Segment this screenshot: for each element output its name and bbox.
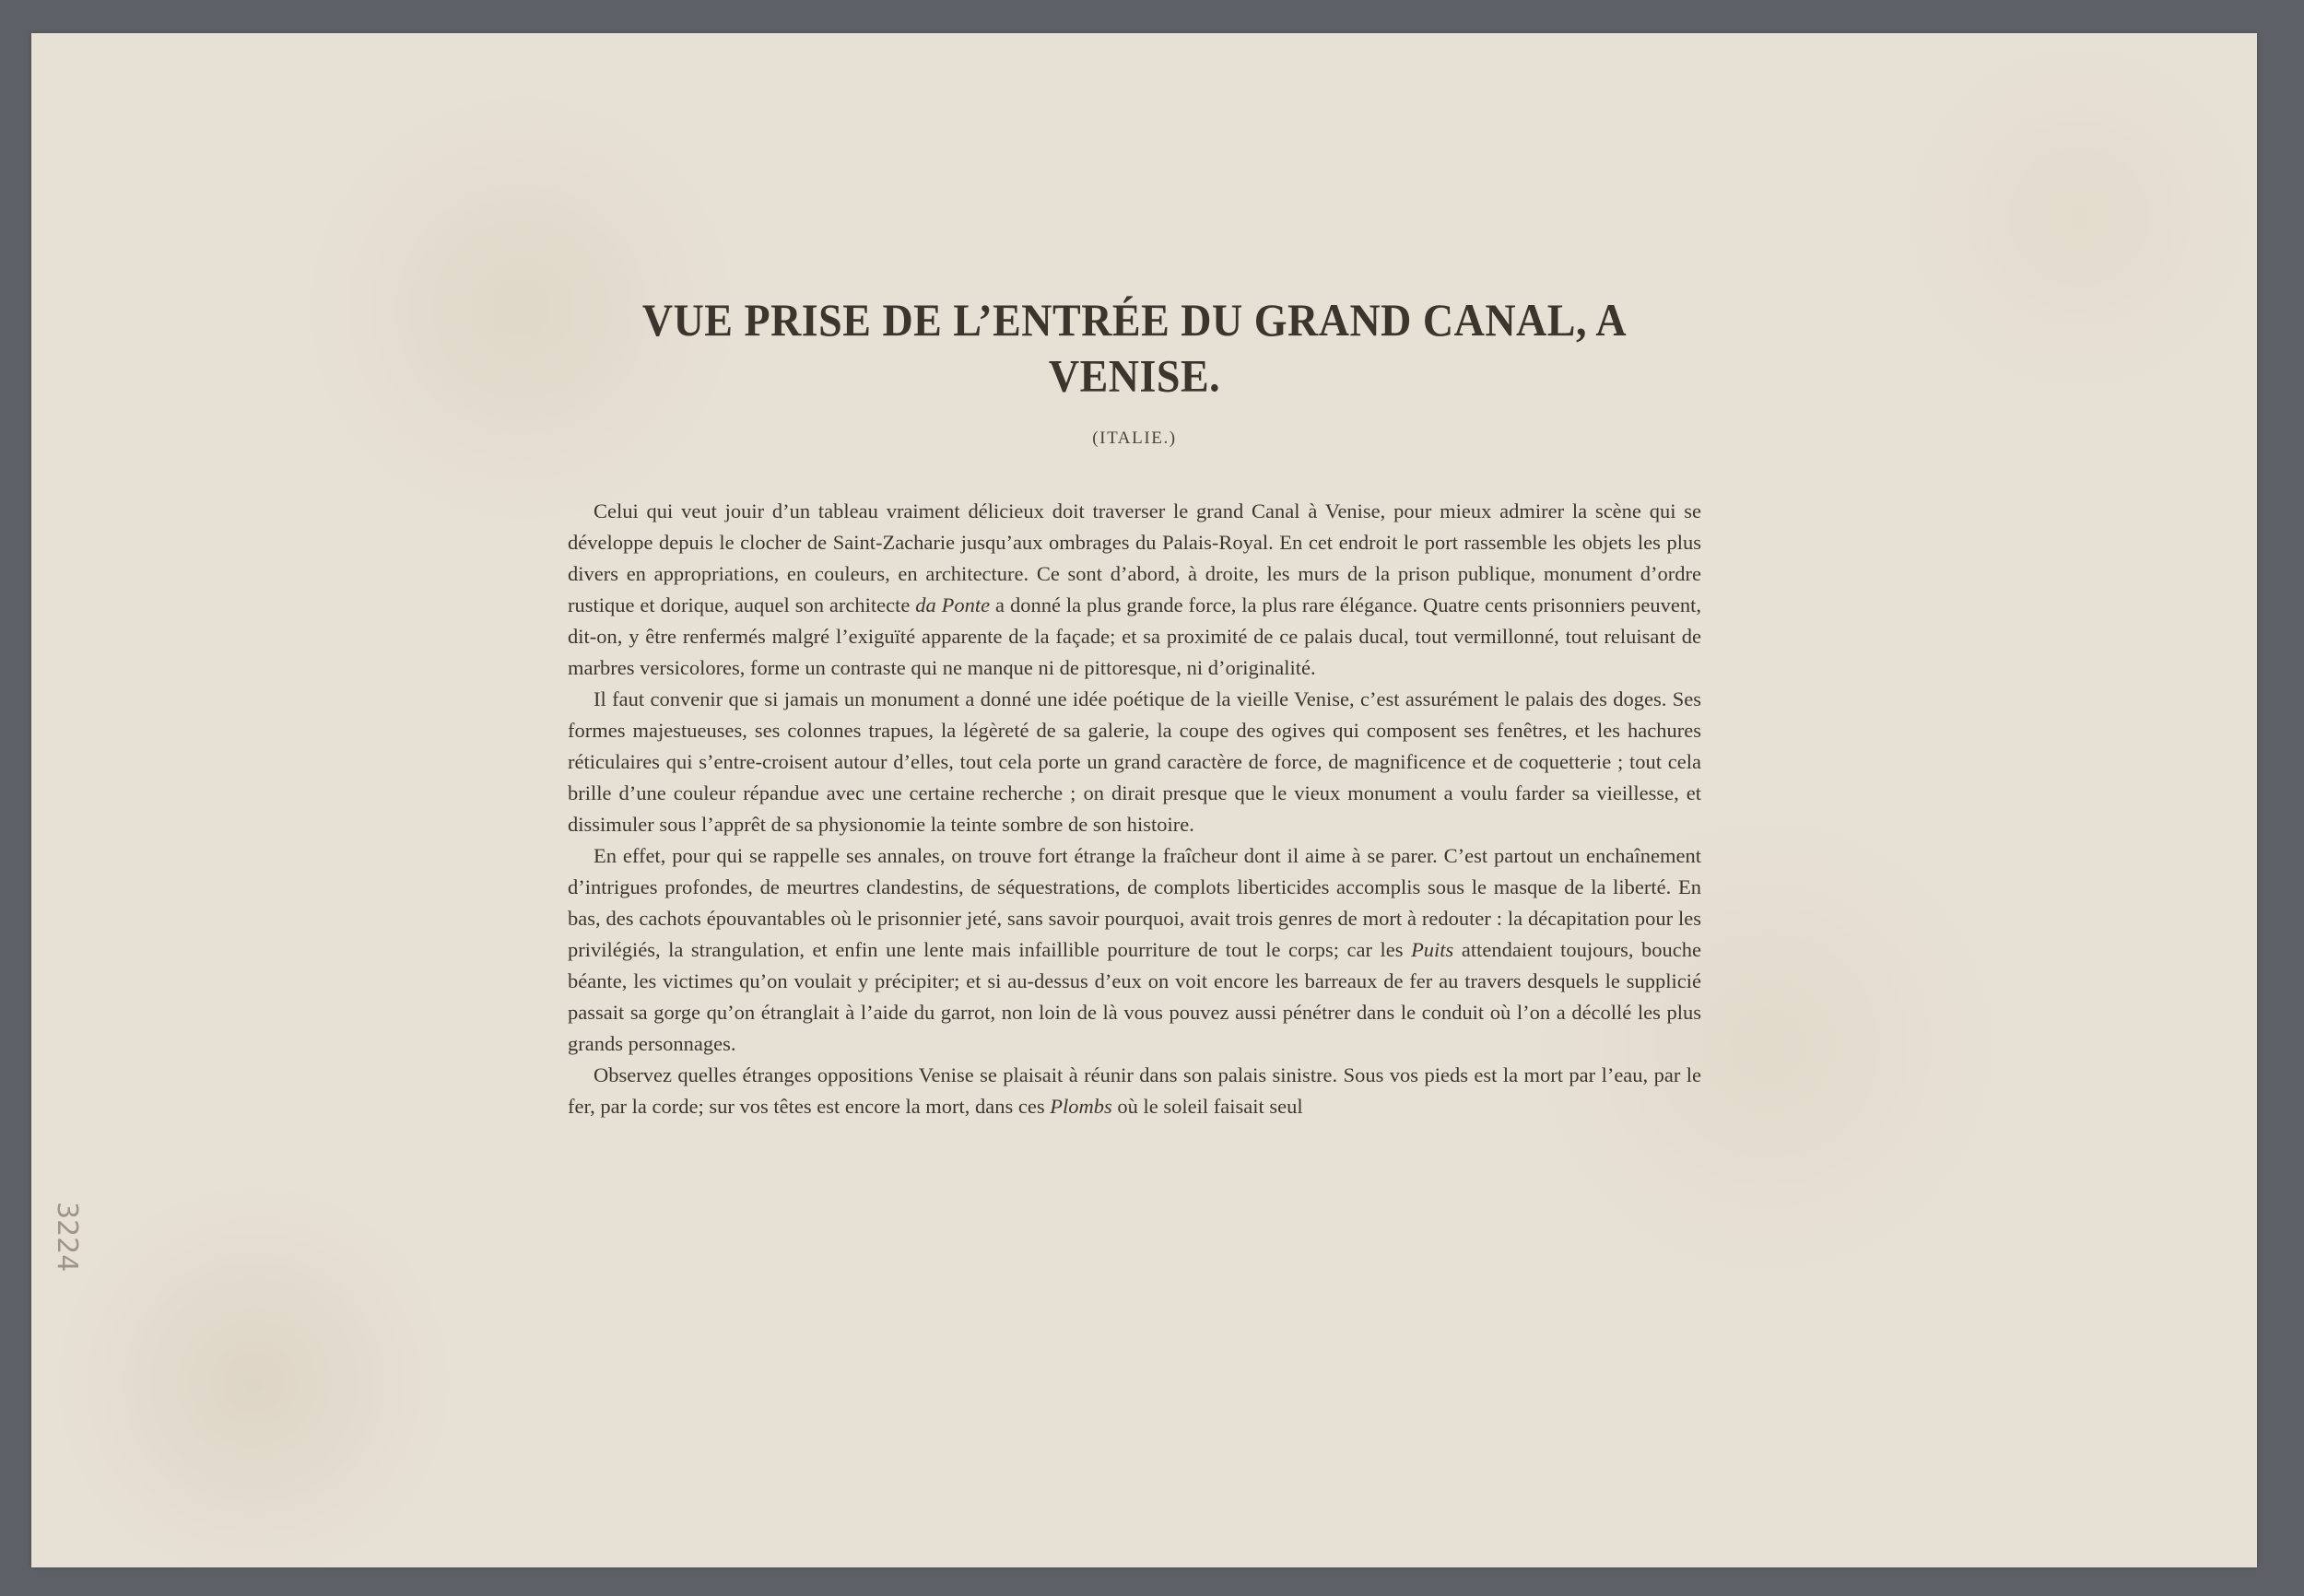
body-text	[568, 496, 1701, 1122]
text-run: où le soleil faisait seul	[1111, 1095, 1303, 1118]
text-run: a donné la plus grande force, la plus rare élégance. Quatre cents prisonniers peuvent, dit-on, y être renfermés malgré l’exiguïté apparente de la façade; et sa proximité de ce palais ducal, tout vermillonné, tout reluisant de marbres versicolores, forme un contraste qui ne manque ni de pittoresque, ni d’originalité.	[568, 593, 1702, 679]
italic-term: Plombs	[1050, 1095, 1112, 1118]
text-run: Celui qui veut jouir d’un tableau vraiment délicieux doit traverser le grand Canal à Venise, pour mieux admirer la scène qui se développe depuis le clocher de Saint-Zacharie jusqu’aux ombrages du Palais-Royal. En cet endroit le port rassemble les objets les plus divers en appropriations, en couleurs, en architecture. Ce sont d’abord, à droite, les murs de la prison publique, monument d’ordre rustique et dorique, auquel son architecte	[568, 499, 1701, 616]
text-block	[568, 294, 1702, 1122]
paragraph	[568, 840, 1701, 1060]
paragraph	[568, 496, 1701, 684]
text-run: attendaient toujours, bouche béante, les victimes qu’on voulait y précipiter; et si au-dessus d’eux on voit encore les barreaux de fer au travers desquels le supplicié passait sa gorge qu’on étranglait à l’aide du garrot, non loin de là vous pouvez aussi pénétrer dans le conduit où l’on a décollé les plus grands personnages.	[568, 938, 1701, 1055]
text-run: Observez quelles étranges oppositions Venise se plaisait à réunir dans son palais sinistre. Sous vos pieds est la mort par l’eau, par le fer, par la corde; sur vos têtes est encore la mort, dans ces	[568, 1063, 1701, 1118]
italic-term: da Ponte	[915, 593, 991, 616]
text-run: En effet, pour qui se rappelle ses annales, on trouve fort étrange la fraîcheur dont il aime à se parer. C’est partout un enchaînement d’intrigues profondes, de meurtres clandestins, de séquestrations, de complots liberticides accomplis sous le masque de la liberté. En bas, des cachots épouvantables où le prisonnier jeté, sans savoir pourquoi, avait trois genres de mort à redouter : la décapitation pour les privilégiés, la strangulation, et enfin une lente mais infaillible pourriture de tout le corps; car les	[568, 844, 1701, 961]
paragraph	[568, 1060, 1701, 1122]
paragraph	[568, 684, 1701, 840]
italic-term: Puits	[1411, 938, 1454, 961]
paper-sheet	[31, 33, 2257, 1567]
text-run: Il faut convenir que si jamais un monument a donné une idée poétique de la vieille Venise, c’est assurément le palais des doges. Ses formes majestueuses, ses colonnes trapues, la légèreté de sa galerie, la coupe des ogives qui composent ses fenêtres, et les hachures réticulaires qui s’entre-croisent autour d’elles, tout cela porte un grand caractère de force, de magnificence et de coquetterie ; tout cela brille d’une couleur répandue avec une certaine recherche ; on dirait presque que le vieux monument a voulu farder sa vieillesse, et dissimuler sous l’apprêt de sa physionomie la teinte sombre de son histoire.	[568, 687, 1701, 836]
page-title: VUE PRISE DE L’ENTRÉE DU GRAND CANAL, A VENISE.	[641, 294, 1628, 402]
page-subtitle: (ITALIE.)	[1092, 428, 1177, 448]
pencil-inventory-number: 3224	[51, 1202, 83, 1273]
